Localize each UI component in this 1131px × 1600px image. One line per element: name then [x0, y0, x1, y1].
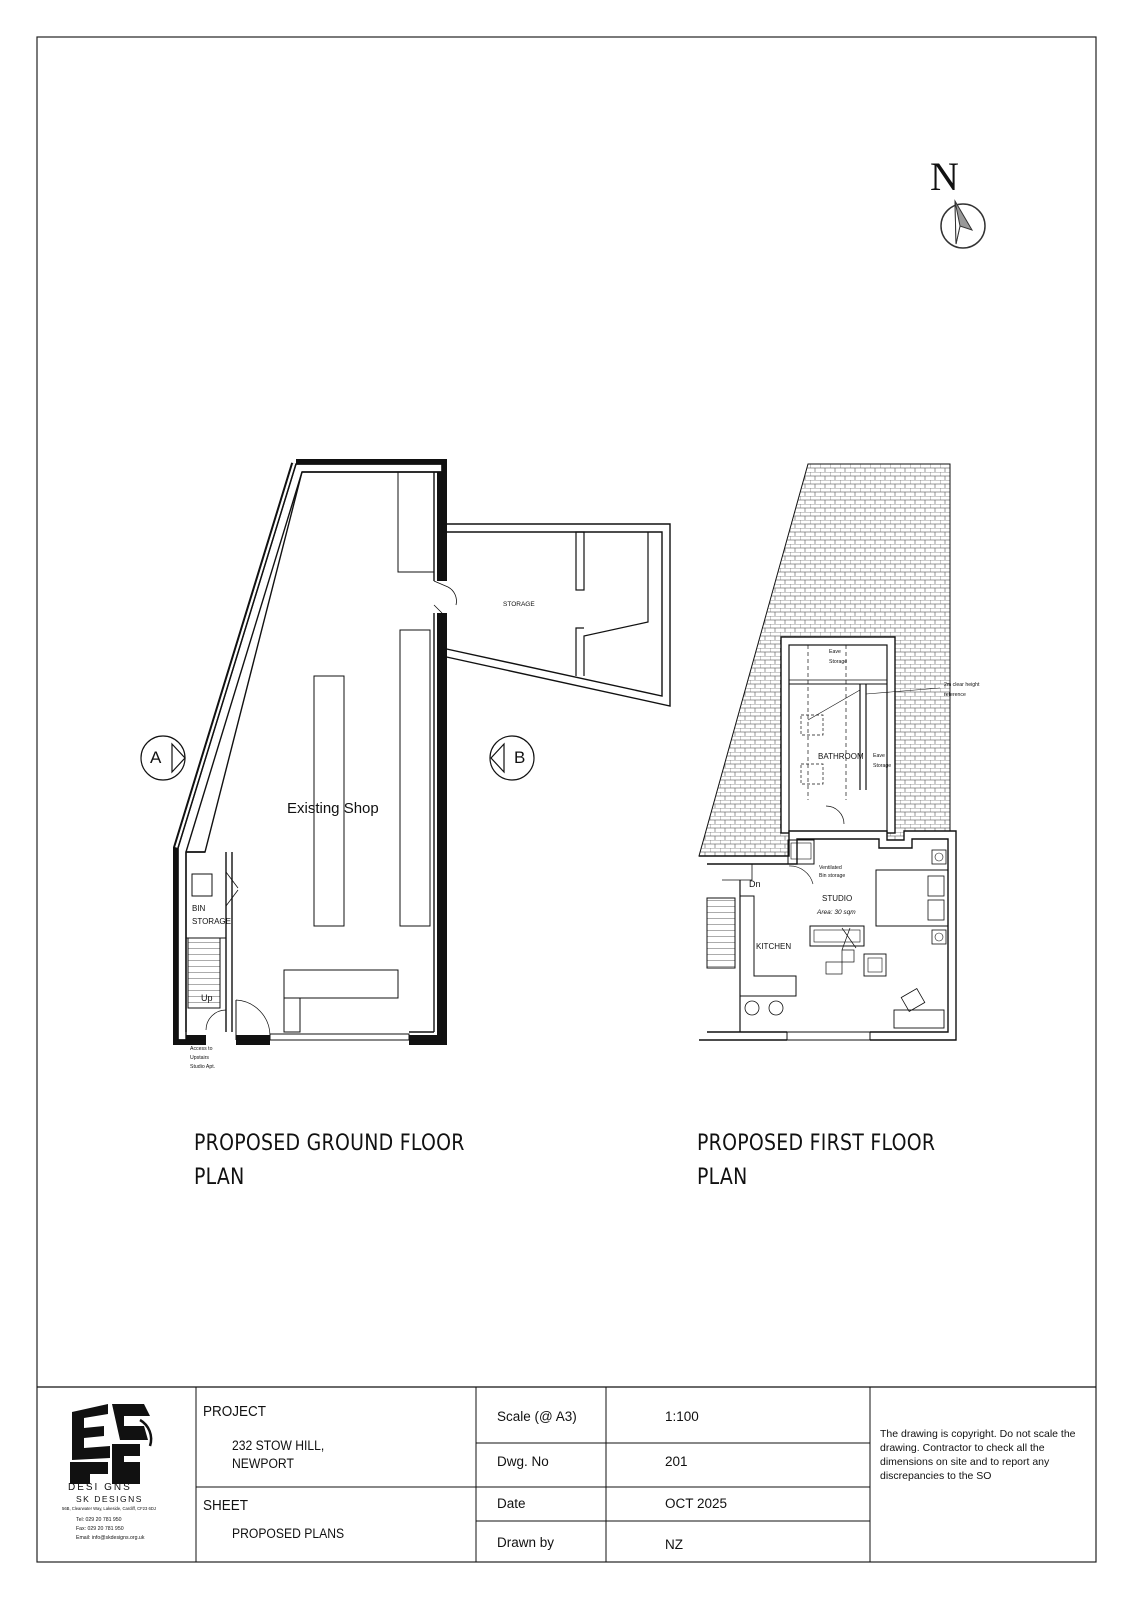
field-label-date: Date: [497, 1496, 526, 1511]
section-marker-b-label: B: [514, 748, 526, 767]
section-marker-a: [141, 736, 185, 780]
logo-name-spaced: DESI GNS: [68, 1482, 132, 1493]
copyright-note-4: discrepancies to the SO: [880, 1470, 992, 1482]
bathroom-dormer: [781, 637, 895, 833]
ground-floor-plan: [178, 464, 670, 1040]
room-label-bathroom: BATHROOM: [818, 752, 864, 761]
clear-height-note-1: 2m clear height: [944, 682, 980, 688]
wall-unit-top: [398, 472, 434, 572]
room-label-kitchen: KITCHEN: [756, 942, 792, 951]
studio-walls: [699, 831, 956, 1040]
north-arrow-icon: [941, 201, 985, 248]
logo-tel: Tel: 029 20 781 950: [76, 1517, 122, 1523]
bin-storage-note-1: Ventilated: [819, 865, 842, 871]
room-label-studio: STUDIO: [822, 894, 853, 903]
room-label-existing-shop: Existing Shop: [287, 800, 379, 817]
room-label-bin-storage-2: STORAGE: [192, 917, 231, 926]
project-address-1: 232 STOW HILL,: [232, 1438, 325, 1453]
field-label-drawn-by: Drawn by: [497, 1535, 555, 1550]
north-label: N: [930, 154, 959, 199]
logo-address: 56B, Clearwater Way, Lakeside, Cardiff, CF23 6DJ: [62, 1506, 156, 1511]
storage-walls: [442, 524, 670, 706]
sk-designs-logo: [70, 1404, 151, 1484]
first-floor-title-1: PROPOSED FIRST FLOOR: [697, 1131, 936, 1156]
logo-name: SK DESIGNS: [76, 1494, 143, 1504]
section-marker-a-label: A: [150, 748, 162, 767]
sheet-value: PROPOSED PLANS: [232, 1526, 345, 1541]
access-note-2: Upstairs: [190, 1055, 210, 1061]
field-value-drawn-by: NZ: [665, 1537, 683, 1552]
shopfront-glazing: [270, 1034, 409, 1040]
field-value-date: OCT 2025: [665, 1496, 728, 1511]
eave-storage-note-2b: Storage: [873, 763, 892, 769]
sheet-label: SHEET: [203, 1497, 249, 1514]
bin-storage-note-2: Bin storage: [819, 873, 846, 879]
first-floor-title-2: PLAN: [697, 1165, 748, 1190]
copyright-note-3: dimensions on site and to report any: [880, 1456, 1050, 1468]
project-label: PROJECT: [203, 1403, 267, 1420]
ground-floor-title-1: PROPOSED GROUND FLOOR: [194, 1131, 465, 1156]
shelving-right: [400, 630, 430, 926]
counter-return: [284, 998, 300, 1032]
field-value-scale: 1:100: [665, 1409, 699, 1424]
clear-height-note-2: reference: [944, 692, 966, 698]
room-label-bin-storage-1: BIN: [192, 904, 206, 913]
eave-storage-note-2a: Eave: [873, 753, 885, 759]
field-label-dwg-no: Dwg. No: [497, 1454, 549, 1469]
access-note-1: Access to: [190, 1046, 213, 1052]
bin: [192, 874, 212, 896]
logo-fax: Fax: 029 20 781 950: [76, 1526, 124, 1532]
stairs-up-label: Up: [201, 993, 213, 1003]
project-address-2: NEWPORT: [232, 1456, 294, 1471]
logo-email: Email: info@skdesigns.org.uk: [76, 1535, 145, 1541]
field-value-dwg-no: 201: [665, 1454, 688, 1469]
eave-storage-note-1a: Eave: [829, 649, 841, 655]
room-label-storage: STORAGE: [503, 601, 535, 608]
counter: [284, 970, 398, 998]
ground-floor-title-2: PLAN: [194, 1165, 245, 1190]
field-label-scale: Scale (@ A3): [497, 1409, 577, 1424]
studio-area-label: Area: 30 sqm: [817, 909, 856, 916]
section-marker-b: [490, 736, 534, 780]
copyright-note-2: drawing. Contractor to check all the: [880, 1442, 1045, 1454]
access-note-3: Studio Apt.: [190, 1064, 216, 1070]
stairs-down-label: Dn: [749, 879, 761, 889]
studio-window: [787, 1032, 870, 1040]
eave-storage-note-1b: Storage: [829, 659, 848, 665]
copyright-note-1: The drawing is copyright. Do not scale the: [880, 1428, 1076, 1440]
